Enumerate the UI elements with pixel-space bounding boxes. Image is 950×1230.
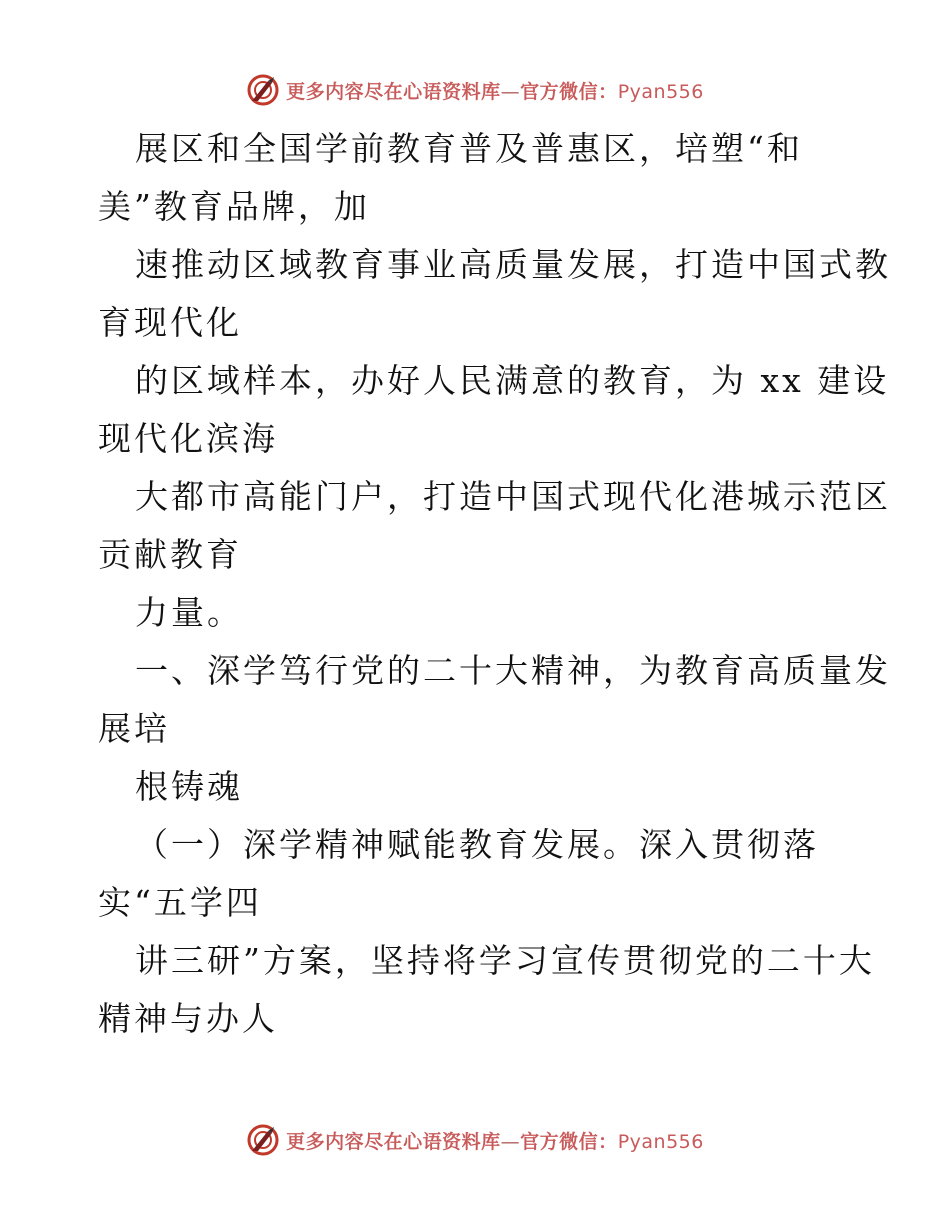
watermark-wechat-label: 官方微信： — [520, 80, 618, 103]
text-line: 精神与办人 — [98, 999, 278, 1038]
watermark-separator: — — [500, 1130, 521, 1153]
text-line: 一、深学笃行党的二十大精神，为教育高质量发 — [135, 651, 891, 690]
text-line: 现代化滨海 — [98, 419, 278, 458]
watermark-text — [286, 77, 704, 104]
text-line: 实“五学四 — [98, 883, 262, 922]
watermark-separator: — — [500, 80, 521, 103]
quill-logo-icon — [246, 73, 280, 107]
watermark-main: 更多内容尽在心语资料库 — [286, 80, 501, 103]
text-line: 的区域样本，办好人民满意的教育，为 xx 建设 — [135, 361, 890, 400]
text-line: 大都市高能门户，打造中国式现代化港城示范区 — [135, 477, 891, 516]
watermark-footer — [0, 1120, 950, 1160]
watermark-text — [286, 1127, 704, 1154]
text-line: 根铸魂 — [135, 767, 243, 806]
text-line: 美”教育品牌，加 — [98, 187, 370, 226]
watermark-wechat-label: 官方微信： — [520, 1130, 618, 1153]
watermark-header — [0, 70, 950, 110]
watermark-main: 更多内容尽在心语资料库 — [286, 1130, 501, 1153]
watermark-wechat-id: Pyan556 — [617, 80, 704, 103]
text-line: 讲三研”方案，坚持将学习宣传贯彻党的二十大 — [135, 941, 875, 980]
text-line: （一）深学精神赋能教育发展。深入贯彻落 — [135, 825, 819, 864]
watermark-wechat-id: Pyan556 — [617, 1130, 704, 1153]
text-line: 展区和全国学前教育普及普惠区，培塑“和 — [135, 129, 803, 168]
document-body — [98, 120, 891, 1048]
text-line: 速推动区域教育事业高质量发展，打造中国式教 — [135, 245, 891, 284]
text-line: 育现代化 — [98, 303, 242, 342]
quill-logo-icon — [246, 1123, 280, 1157]
text-line: 展培 — [98, 709, 170, 748]
text-line: 贡献教育 — [98, 535, 242, 574]
text-line: 力量。 — [135, 593, 243, 632]
